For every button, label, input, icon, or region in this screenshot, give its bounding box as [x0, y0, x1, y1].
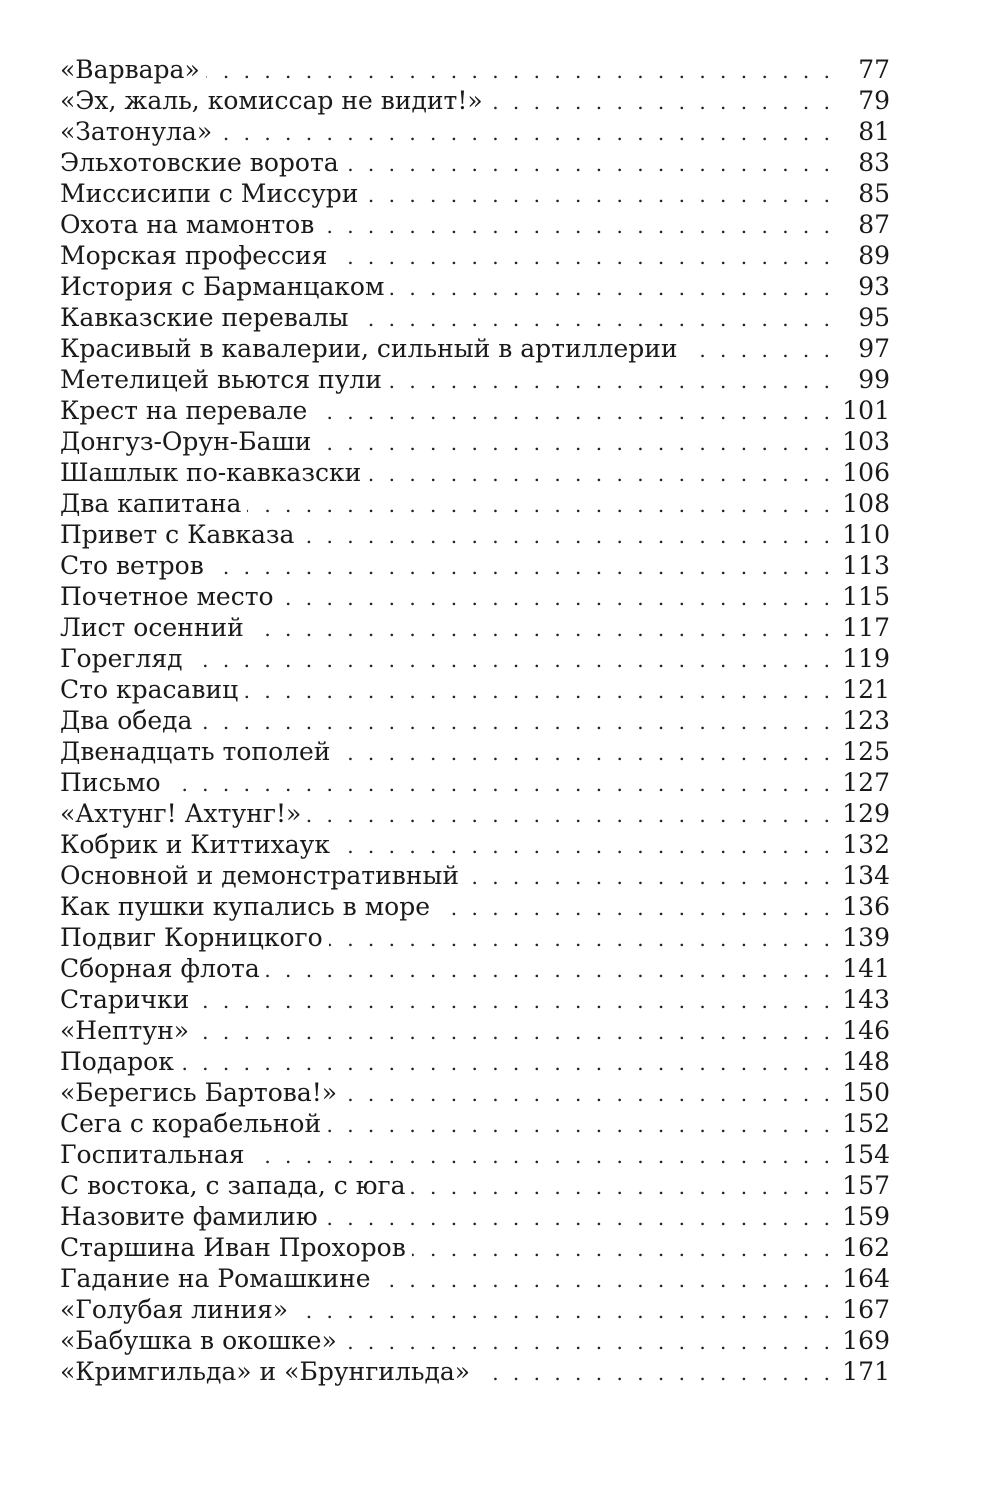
toc-entry-page: 79 — [858, 86, 890, 115]
toc-entry-title: Крест на перевале — [60, 396, 308, 425]
toc-entry-page: 125 — [842, 737, 890, 766]
toc-entry-page: 110 — [842, 520, 890, 549]
toc-dot-leader — [336, 738, 834, 769]
toc-entry-title: История с Барманцаком — [60, 272, 385, 301]
toc-entry-title: Подвиг Корницкого — [60, 923, 323, 952]
toc-dot-leader — [189, 645, 834, 676]
toc-entry — [60, 488, 890, 519]
toc-entry — [60, 674, 890, 705]
toc-entry-page: 150 — [842, 1078, 890, 1107]
toc-dot-leader — [390, 273, 834, 304]
toc-entry-page: 93 — [858, 272, 890, 301]
toc-dot-leader — [465, 862, 834, 893]
toc-entry-page: 117 — [842, 613, 890, 642]
toc-entry-title: Двенадцать тополей — [60, 737, 331, 766]
toc-entry-title: Кавказские перевалы — [60, 303, 349, 332]
toc-entry — [60, 767, 890, 798]
toc-dot-leader — [317, 428, 834, 459]
toc-dot-leader — [329, 924, 834, 955]
toc-entry-page: 167 — [842, 1295, 890, 1324]
toc-entry — [60, 147, 890, 178]
toc-entry-title: «Голубая линия» — [60, 1295, 289, 1324]
toc-entry — [60, 209, 890, 240]
toc-dot-leader — [300, 521, 834, 552]
toc-entry-title: Красивый в кавалерии, сильный в артиллерии — [60, 334, 678, 363]
toc-dot-leader — [327, 1110, 834, 1141]
toc-dot-leader — [195, 986, 834, 1017]
toc-entry-title: «Варвара» — [60, 55, 200, 84]
toc-dot-leader — [313, 397, 834, 428]
toc-dot-leader — [388, 366, 834, 397]
toc-entry-title: Два обеда — [60, 706, 193, 735]
toc-entry-page: 106 — [842, 458, 890, 487]
toc-entry-page: 85 — [858, 179, 890, 208]
toc-entry — [60, 1232, 890, 1263]
toc-entry — [60, 426, 890, 457]
toc-entry-page: 99 — [858, 365, 890, 394]
toc-entry — [60, 1201, 890, 1232]
toc-entry — [60, 612, 890, 643]
toc-dot-leader — [218, 118, 834, 149]
toc-entry — [60, 581, 890, 612]
toc-entry — [60, 984, 890, 1015]
toc-entry-title: Основной и демонстративный — [60, 861, 460, 890]
toc-entry-page: 169 — [842, 1326, 890, 1355]
toc-entry — [60, 333, 890, 364]
toc-dot-leader — [247, 490, 834, 521]
toc-entry-title: С востока, с запада, с юга — [60, 1171, 406, 1200]
toc-entry — [60, 1263, 890, 1294]
toc-dot-leader — [210, 552, 834, 583]
toc-entry-title: Лист осенний — [60, 613, 244, 642]
toc-dot-leader — [244, 676, 834, 707]
toc-entry-page: 95 — [858, 303, 890, 332]
toc-entry-title: Подарок — [60, 1047, 174, 1076]
toc-entry — [60, 1294, 890, 1325]
toc-entry — [60, 1046, 890, 1077]
toc-entry-page: 171 — [842, 1357, 890, 1386]
toc-dot-leader — [307, 800, 834, 831]
toc-entry-title: Два капитана — [60, 489, 242, 518]
toc-entry-title: Кобрик и Киттихаук — [60, 830, 330, 859]
toc-dot-leader — [367, 459, 834, 490]
toc-entry — [60, 860, 890, 891]
toc-entry-page: 154 — [842, 1140, 890, 1169]
toc-entry-page: 136 — [842, 892, 890, 921]
toc-entry — [60, 271, 890, 302]
toc-entry-title: Сто ветров — [60, 551, 204, 580]
toc-entry-page: 164 — [842, 1264, 890, 1293]
toc-dot-leader — [167, 769, 834, 800]
toc-entry — [60, 550, 890, 581]
toc-dot-leader — [294, 1296, 834, 1327]
toc-dot-leader — [180, 1048, 834, 1079]
toc-dot-leader — [333, 242, 834, 273]
toc-entry — [60, 705, 890, 736]
toc-entry-title: Горегляд — [60, 644, 183, 673]
toc-entry-page: 77 — [858, 55, 890, 84]
toc-entry-title: «Кримгильда» и «Брунгильда» — [60, 1357, 471, 1386]
toc-entry — [60, 54, 890, 85]
toc-dot-leader — [343, 1079, 834, 1110]
toc-entry-title: «Нептун» — [60, 1016, 190, 1045]
toc-entry — [60, 798, 890, 829]
toc-entry-page: 152 — [842, 1109, 890, 1138]
toc-entry — [60, 395, 890, 426]
toc-dot-leader — [489, 87, 834, 118]
toc-entry-page: 141 — [842, 954, 890, 983]
toc-dot-leader — [345, 149, 834, 180]
toc-entry — [60, 519, 890, 550]
toc-dot-leader — [411, 1172, 834, 1203]
toc-dot-leader — [684, 335, 834, 366]
toc-entry-page: 103 — [842, 427, 890, 456]
toc-entry-title: Сега с корабельной — [60, 1109, 322, 1138]
toc-entry-page: 134 — [842, 861, 890, 890]
toc-entry-title: Привет с Кавказа — [60, 520, 295, 549]
toc-entry — [60, 178, 890, 209]
toc-entry-title: Сборная флота — [60, 954, 260, 983]
toc-entry — [60, 953, 890, 984]
toc-dot-leader — [320, 211, 834, 242]
toc-dot-leader — [266, 955, 834, 986]
toc-entry — [60, 302, 890, 333]
toc-dot-leader — [364, 180, 834, 211]
toc-dot-leader — [250, 614, 834, 645]
toc-entry — [60, 1325, 890, 1356]
toc-entry-page: 139 — [842, 923, 890, 952]
toc-entry-title: Гадание на Ромашкине — [60, 1264, 371, 1293]
toc-entry-page: 101 — [842, 396, 890, 425]
toc-entry-title: Старшина Иван Прохоров — [60, 1233, 406, 1262]
toc-dot-leader — [476, 1358, 834, 1389]
toc-entry-page: 115 — [842, 582, 890, 611]
toc-entry-title: Метелицей вьются пули — [60, 365, 382, 394]
toc-dot-leader — [436, 893, 834, 924]
toc-entry-page: 127 — [842, 768, 890, 797]
toc-entry — [60, 85, 890, 116]
toc-dot-leader — [377, 1265, 834, 1296]
toc-entry-title: «Эх, жаль, комиссар не видит!» — [60, 86, 483, 115]
toc-entry-page: 87 — [858, 210, 890, 239]
toc-entry-title: Госпитальная — [60, 1140, 245, 1169]
toc-dot-leader — [355, 304, 834, 335]
toc-entry-title: Почетное место — [60, 582, 274, 611]
toc-entry-page: 143 — [842, 985, 890, 1014]
toc-entry-title: Морская профессия — [60, 241, 328, 270]
toc-entry — [60, 364, 890, 395]
toc-entry-page: 157 — [842, 1171, 890, 1200]
toc-entry-page: 97 — [858, 334, 890, 363]
toc-entry-title: «Берегись Бартова!» — [60, 1078, 338, 1107]
toc-entry-page: 113 — [842, 551, 890, 580]
toc-entry — [60, 1170, 890, 1201]
toc-dot-leader — [206, 56, 834, 87]
toc-entry-title: Эльхотовские ворота — [60, 148, 339, 177]
toc-dot-leader — [324, 1203, 834, 1234]
toc-entry — [60, 1015, 890, 1046]
toc-entry — [60, 1356, 890, 1387]
toc-entry-page: 162 — [842, 1233, 890, 1262]
toc-entry-page: 108 — [842, 489, 890, 518]
toc-entry — [60, 643, 890, 674]
toc-entry-page: 119 — [842, 644, 890, 673]
toc-entry — [60, 736, 890, 767]
toc-dot-leader — [198, 707, 834, 738]
toc-entry — [60, 891, 890, 922]
toc-entry-page: 159 — [842, 1202, 890, 1231]
toc-dot-leader — [251, 1141, 835, 1172]
toc-entry-title: Миссисипи с Миссури — [60, 179, 359, 208]
toc-entry — [60, 116, 890, 147]
toc-entry — [60, 1108, 890, 1139]
toc-entry-page: 89 — [858, 241, 890, 270]
table-of-contents — [60, 54, 890, 1387]
toc-entry-title: Старички — [60, 985, 190, 1014]
toc-dot-leader — [412, 1234, 834, 1265]
toc-dot-leader — [280, 583, 834, 614]
toc-dot-leader — [343, 1327, 834, 1358]
toc-entry-title: Письмо — [60, 768, 161, 797]
toc-entry — [60, 240, 890, 271]
toc-entry-title: Как пушки купались в море — [60, 892, 430, 921]
toc-entry-title: Шашлык по-кавказски — [60, 458, 362, 487]
toc-entry-title: «Ахтунг! Ахтунг!» — [60, 799, 302, 828]
toc-entry-page: 132 — [842, 830, 890, 859]
toc-entry-page: 81 — [858, 117, 890, 146]
toc-entry-title: «Бабушка в окошке» — [60, 1326, 337, 1355]
toc-entry-page: 123 — [842, 706, 890, 735]
toc-entry-title: Донгуз-Орун-Баши — [60, 427, 312, 456]
toc-entry-page: 83 — [858, 148, 890, 177]
toc-entry-page: 121 — [842, 675, 890, 704]
toc-entry-title: Охота на мамонтов — [60, 210, 315, 239]
toc-dot-leader — [195, 1017, 834, 1048]
toc-entry — [60, 1077, 890, 1108]
toc-entry-page: 146 — [842, 1016, 890, 1045]
toc-entry-title: Сто красавиц — [60, 675, 239, 704]
toc-entry-page: 129 — [842, 799, 890, 828]
toc-entry — [60, 829, 890, 860]
toc-entry-title: «Затонула» — [60, 117, 213, 146]
toc-dot-leader — [336, 831, 834, 862]
toc-entry — [60, 1139, 890, 1170]
toc-entry — [60, 922, 890, 953]
toc-entry — [60, 457, 890, 488]
toc-entry-page: 148 — [842, 1047, 890, 1076]
toc-entry-title: Назовите фамилию — [60, 1202, 318, 1231]
